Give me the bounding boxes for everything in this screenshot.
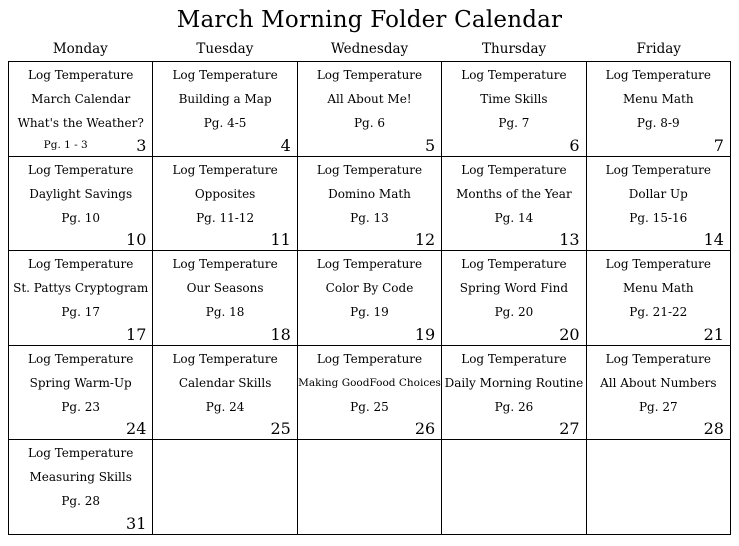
day-cell-28 bbox=[587, 346, 731, 441]
header-thursday: Thursday bbox=[482, 41, 547, 57]
page-range: Pg. 19 bbox=[350, 305, 389, 320]
page-range: Pg. 8-9 bbox=[636, 116, 680, 130]
page-range: Pg. 21-22 bbox=[629, 305, 688, 320]
date-number: 17 bbox=[126, 324, 147, 344]
day-cell-4 bbox=[153, 62, 297, 157]
activity-line: Making GoodFood Choices bbox=[298, 376, 441, 389]
day-cell-5 bbox=[298, 62, 442, 157]
activity-line: Spring Warm-Up bbox=[29, 375, 132, 390]
page-range: Pg. 24 bbox=[205, 399, 245, 414]
activity-line: St. Pattys Cryptogram bbox=[13, 281, 149, 296]
date-number: 31 bbox=[126, 513, 147, 533]
activity-line: Measuring Skills bbox=[29, 470, 132, 485]
page-range: Pg. 4-5 bbox=[203, 116, 247, 130]
empty-day-cell bbox=[153, 440, 297, 535]
header-tuesday: Tuesday bbox=[196, 41, 254, 57]
activity-line: Daily Morning Routine bbox=[444, 375, 584, 390]
date-number: 27 bbox=[559, 419, 580, 439]
activity-line: Time Skills bbox=[480, 92, 548, 106]
header-monday: Monday bbox=[52, 41, 108, 57]
day-cell-31 bbox=[9, 440, 153, 535]
day-cell-21 bbox=[587, 251, 731, 346]
activity-line: Log Temperature bbox=[605, 257, 711, 272]
date-number: 4 bbox=[280, 135, 291, 155]
activity-line: Log Temperature bbox=[316, 68, 423, 82]
page-range: Pg. 20 bbox=[494, 305, 534, 320]
activity-line: Log Temperature bbox=[28, 68, 134, 82]
date-number: 24 bbox=[126, 419, 147, 439]
activity-line: March Calendar bbox=[31, 92, 131, 106]
page-range: Pg. 1 - 3 bbox=[43, 139, 88, 151]
page-range: Pg. 17 bbox=[61, 305, 101, 320]
activity-line: Log Temperature bbox=[461, 257, 567, 272]
activity-line: Log Temperature bbox=[605, 351, 711, 366]
date-number: 6 bbox=[569, 135, 580, 155]
activity-line: Log Temperature bbox=[172, 68, 278, 82]
activity-line: Opposites bbox=[194, 186, 256, 201]
activity-line: Log Temperature bbox=[28, 446, 134, 461]
date-number: 18 bbox=[270, 324, 291, 344]
activity-line: Log Temperature bbox=[172, 257, 278, 272]
date-number: 3 bbox=[136, 135, 147, 155]
day-cell-18 bbox=[153, 251, 297, 346]
activity-line: Our Seasons bbox=[186, 281, 264, 296]
activity-line: Log Temperature bbox=[28, 257, 134, 272]
activity-line: Months of the Year bbox=[456, 186, 572, 201]
activity-line: Menu Math bbox=[622, 92, 694, 106]
header-friday: Friday bbox=[636, 41, 681, 57]
date-number: 12 bbox=[414, 230, 436, 250]
activity-line: Log Temperature bbox=[316, 162, 423, 177]
day-cell-27 bbox=[442, 346, 586, 441]
date-number: 11 bbox=[270, 230, 291, 250]
activity-line: All About Numbers bbox=[600, 375, 717, 390]
date-number: 13 bbox=[559, 230, 580, 250]
empty-day-cell bbox=[587, 440, 731, 535]
date-number: 10 bbox=[126, 230, 147, 250]
activity-line: Daylight Savings bbox=[29, 186, 133, 201]
activity-line: Log Temperature bbox=[605, 68, 711, 82]
date-number: 19 bbox=[414, 324, 436, 344]
day-cell-13 bbox=[442, 157, 586, 252]
page-range: Pg. 15-16 bbox=[629, 210, 688, 225]
activity-line: Spring Word Find bbox=[459, 281, 569, 296]
activity-line: Log Temperature bbox=[172, 162, 278, 177]
page-range: Pg. 11-12 bbox=[196, 210, 255, 225]
calendar-title: March Morning Folder Calendar bbox=[176, 7, 563, 33]
activity-line: Color By Code bbox=[325, 281, 414, 296]
day-cell-25 bbox=[153, 346, 297, 441]
page-range: Pg. 14 bbox=[494, 210, 534, 225]
activity-line: Domino Math bbox=[328, 186, 411, 201]
activity-line: Log Temperature bbox=[461, 68, 567, 82]
date-number: 7 bbox=[713, 135, 724, 155]
activity-line: Log Temperature bbox=[316, 351, 423, 366]
activity-line: All About Me! bbox=[327, 92, 412, 106]
activity-line: Calendar Skills bbox=[178, 375, 272, 390]
day-cell-7 bbox=[587, 62, 731, 157]
activity-line: Log Temperature bbox=[172, 351, 278, 366]
date-number: 25 bbox=[270, 419, 291, 439]
date-number: 21 bbox=[703, 324, 724, 344]
calendar-grid bbox=[8, 61, 731, 535]
activity-line: Log Temperature bbox=[316, 257, 423, 272]
activity-line: What's the Weather? bbox=[17, 116, 144, 130]
day-cell-6 bbox=[442, 62, 586, 157]
date-number: 5 bbox=[425, 135, 436, 155]
weekday-header-row bbox=[8, 41, 731, 59]
day-cell-10 bbox=[9, 157, 153, 252]
page-range: Pg. 10 bbox=[61, 210, 101, 225]
empty-day-cell bbox=[442, 440, 586, 535]
day-cell-14 bbox=[587, 157, 731, 252]
activity-line: Log Temperature bbox=[461, 162, 567, 177]
activity-line: Building a Map bbox=[178, 92, 272, 106]
date-number: 20 bbox=[559, 324, 580, 344]
day-cell-24 bbox=[9, 346, 153, 441]
page-range: Pg. 7 bbox=[498, 116, 530, 130]
activity-line: Log Temperature bbox=[28, 162, 134, 177]
day-cell-20 bbox=[442, 251, 586, 346]
header-wednesday: Wednesday bbox=[330, 41, 409, 57]
activity-line: Log Temperature bbox=[461, 351, 567, 366]
page-range: Pg. 26 bbox=[494, 399, 534, 414]
date-number: 28 bbox=[703, 419, 724, 439]
activity-line: Log Temperature bbox=[28, 351, 134, 366]
page-range: Pg. 18 bbox=[205, 305, 245, 320]
day-cell-3 bbox=[9, 62, 153, 157]
page-range: Pg. 27 bbox=[638, 399, 678, 414]
page-range: Pg. 28 bbox=[61, 494, 101, 509]
activity-line: Log Temperature bbox=[605, 162, 711, 177]
day-cell-19 bbox=[298, 251, 442, 346]
activity-line: Menu Math bbox=[622, 281, 694, 296]
page-range: Pg. 23 bbox=[61, 399, 101, 414]
day-cell-12 bbox=[298, 157, 442, 252]
empty-day-cell bbox=[298, 440, 442, 535]
day-cell-26 bbox=[298, 346, 442, 441]
date-number: 26 bbox=[414, 419, 436, 439]
day-cell-11 bbox=[153, 157, 297, 252]
activity-line: Dollar Up bbox=[628, 186, 688, 201]
day-cell-17 bbox=[9, 251, 153, 346]
page-range: Pg. 13 bbox=[350, 210, 389, 225]
date-number: 14 bbox=[703, 230, 724, 250]
page-range: Pg. 25 bbox=[350, 399, 389, 414]
page-range: Pg. 6 bbox=[353, 116, 385, 130]
